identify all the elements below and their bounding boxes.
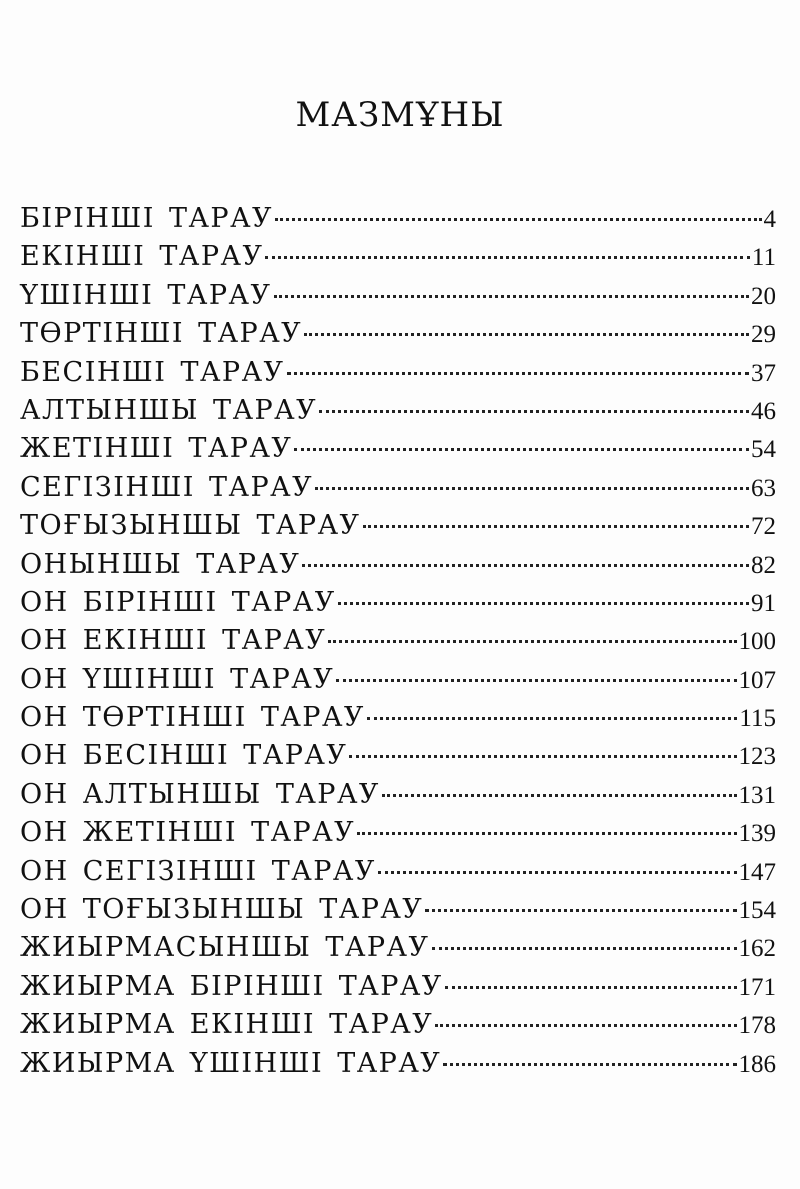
dot-leader — [432, 947, 737, 950]
toc-entry — [20, 737, 776, 775]
page-number: 186 — [738, 1050, 776, 1078]
chapter-title: БІРІНШІ ТАРАУ — [20, 203, 274, 234]
page-number: 154 — [738, 897, 776, 925]
chapter-title: ТОҒЫЗЫНШЫ ТАРАУ — [20, 510, 361, 542]
page-number: 72 — [751, 513, 776, 541]
dot-leader — [382, 794, 737, 797]
dot-leader — [435, 1024, 736, 1027]
chapter-title: ОН ТОҒЫЗЫНШЫ ТАРАУ — [20, 894, 424, 926]
chapter-title: ОН АЛТЫНШЫ ТАРАУ — [20, 778, 380, 810]
page-number: 147 — [738, 858, 776, 886]
page-number: 20 — [751, 282, 776, 310]
dot-leader — [443, 1063, 736, 1066]
dot-leader — [349, 755, 736, 758]
toc-entry — [20, 661, 776, 699]
chapter-title: ОН СЕГІЗІНШІ ТАРАУ — [20, 855, 376, 887]
dot-leader — [294, 448, 749, 451]
toc-entry — [20, 929, 776, 967]
chapter-title: ТӨРТІНШІ ТАРАУ — [20, 318, 303, 350]
toc-entry — [20, 1045, 776, 1083]
chapter-title: ОН ҮШІНШІ ТАРАУ — [20, 663, 335, 695]
toc-entry — [20, 238, 776, 276]
dot-leader — [315, 487, 749, 490]
dot-leader — [275, 218, 761, 221]
dot-leader — [336, 679, 736, 682]
dot-leader — [357, 832, 736, 835]
chapter-title: ЕКІНШІ ТАРАУ — [20, 241, 264, 273]
page-number: 139 — [738, 820, 776, 848]
chapter-title: ЖИЫРМАСЫНШЫ ТАРАУ — [20, 932, 430, 964]
toc-entry — [20, 699, 776, 737]
dot-leader — [378, 871, 737, 874]
dot-leader — [274, 295, 750, 298]
toc-entry — [20, 354, 776, 392]
page-number: 171 — [738, 973, 776, 1001]
dot-leader — [319, 410, 749, 413]
toc-entry — [20, 1006, 776, 1044]
page-number: 11 — [751, 244, 776, 272]
toc-entry — [20, 584, 776, 622]
toc-entry — [20, 776, 776, 814]
toc-entry — [20, 891, 776, 929]
chapter-title: АЛТЫНШЫ ТАРАУ — [20, 394, 318, 426]
page-number: 4 — [763, 206, 776, 233]
chapter-title: ОНЫНШЫ ТАРАУ — [20, 548, 301, 580]
page-number: 37 — [751, 359, 776, 387]
page-number: 115 — [739, 705, 776, 733]
dot-leader — [302, 564, 749, 567]
table-of-contents — [20, 200, 776, 1083]
toc-entry — [20, 507, 776, 545]
chapter-title: ЖИЫРМА ҮШІНШІ ТАРАУ — [20, 1047, 442, 1079]
page-number: 178 — [738, 1012, 776, 1040]
chapter-title: ЖИЫРМА ЕКІНШІ ТАРАУ — [20, 1009, 434, 1041]
dot-leader — [265, 256, 749, 259]
dot-leader — [338, 602, 749, 605]
toc-entry — [20, 277, 776, 315]
chapter-title: СЕГІЗІНШІ ТАРАУ — [20, 471, 314, 503]
chapter-title: ОН БІРІНШІ ТАРАУ — [20, 586, 336, 618]
toc-entry — [20, 392, 776, 430]
chapter-title: ОН ЕКІНШІ ТАРАУ — [20, 625, 327, 657]
chapter-title: ОН ТӨРТІНШІ ТАРАУ — [20, 702, 365, 734]
page-number: 107 — [738, 666, 776, 694]
toc-entry — [20, 622, 776, 660]
page-number: 54 — [751, 436, 776, 464]
chapter-title: ЖЕТІНШІ ТАРАУ — [20, 433, 293, 465]
toc-entry — [20, 469, 776, 507]
toc-entry — [20, 200, 776, 238]
toc-entry — [20, 814, 776, 852]
page-number: 91 — [751, 589, 776, 617]
page-number: 123 — [738, 743, 776, 771]
page-title: МАЗМҰНЫ — [295, 94, 505, 135]
page-number: 63 — [751, 474, 776, 502]
toc-entry — [20, 853, 776, 891]
dot-leader — [287, 372, 749, 375]
dot-leader — [363, 525, 749, 528]
dot-leader — [445, 986, 737, 989]
page-number: 46 — [751, 397, 776, 425]
chapter-title: ҮШІНШІ ТАРАУ — [20, 279, 272, 311]
dot-leader — [367, 717, 737, 720]
chapter-title: ОН ЖЕТІНШІ ТАРАУ — [20, 817, 356, 849]
dot-leader — [328, 640, 736, 643]
page-number: 100 — [738, 628, 776, 656]
dot-leader — [304, 333, 749, 336]
toc-entry — [20, 968, 776, 1006]
page-number: 131 — [738, 781, 776, 809]
toc-entry — [20, 430, 776, 468]
page-number: 29 — [751, 321, 776, 349]
toc-entry — [20, 546, 776, 584]
page-number: 82 — [751, 551, 776, 579]
chapter-title: ЖИЫРМА БІРІНШІ ТАРАУ — [20, 970, 443, 1002]
chapter-title: БЕСІНШІ ТАРАУ — [20, 356, 285, 388]
dot-leader — [425, 909, 736, 912]
chapter-title: ОН БЕСІНШІ ТАРАУ — [20, 740, 348, 772]
toc-entry — [20, 315, 776, 353]
page-number: 162 — [738, 935, 776, 963]
